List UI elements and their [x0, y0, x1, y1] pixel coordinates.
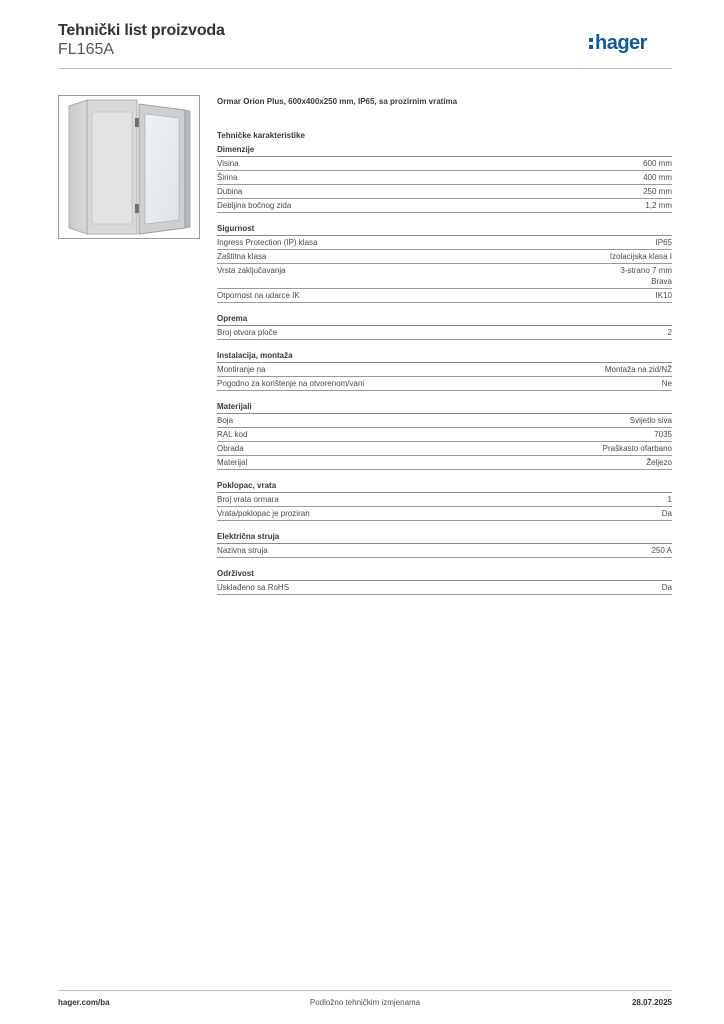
spec-row — [217, 414, 672, 428]
spec-label: Broj otvora ploče — [217, 328, 278, 337]
spec-value: 600 mm — [643, 159, 672, 168]
footer-date: 28.07.2025 — [631, 998, 672, 1007]
footer-note: Podložno tehničkim izmjenama — [309, 998, 421, 1007]
spec-group-title: Instalacija, montaža — [217, 350, 672, 363]
spec-value: 3-strano 7 mm Brava — [620, 266, 672, 286]
spec-value: 400 mm — [643, 173, 672, 182]
specs-heading: Tehničke karakteristike — [217, 131, 305, 140]
header-divider — [58, 68, 672, 69]
spec-label: Ingress Protection (IP) klasa — [217, 238, 318, 247]
spec-group — [217, 531, 672, 558]
spec-row — [217, 185, 672, 199]
spec-group — [217, 313, 672, 340]
spec-group — [217, 144, 672, 213]
spec-label: Zaštitna klasa — [217, 252, 267, 261]
spec-row — [217, 544, 672, 558]
spec-row — [217, 326, 672, 340]
spec-group — [217, 568, 672, 595]
spec-label: Vrata/poklopac je proziran — [217, 509, 310, 518]
spec-value: Da — [661, 583, 672, 592]
spec-value: 1 — [667, 495, 672, 504]
spec-label: Otpornost na udarce IK — [217, 291, 300, 300]
spec-group — [217, 350, 672, 391]
spec-group-title: Održivost — [217, 568, 672, 581]
spec-value: Svijetlo siva — [629, 416, 672, 425]
svg-text:hager: hager — [595, 32, 647, 54]
spec-label: Vrsta zaključavanja — [217, 266, 286, 275]
spec-row — [217, 581, 672, 595]
spec-row — [217, 157, 672, 171]
spec-groups — [217, 144, 672, 595]
spec-row — [217, 250, 672, 264]
spec-value: Praškasto ofarbano — [602, 444, 672, 453]
spec-value: Montaža na zid/NŽ — [604, 365, 672, 374]
spec-group-title: Materijali — [217, 401, 672, 414]
product-description: Ormar Orion Plus, 600x400x250 mm, IP65, sa prozirnim vratima — [217, 97, 458, 106]
spec-group-title: Oprema — [217, 313, 672, 326]
document-title: Tehnički list proizvoda — [58, 22, 225, 39]
spec-group-title: Sigurnost — [217, 223, 672, 236]
spec-value: IK10 — [655, 291, 672, 300]
spec-row — [217, 289, 672, 303]
spec-group-title: Poklopac, vrata — [217, 480, 672, 493]
spec-value: Ne — [661, 379, 672, 388]
spec-value: Izolacijska klasa I — [609, 252, 672, 261]
spec-label: Materijal — [217, 458, 248, 467]
spec-label: Debljina bočnog zida — [217, 201, 292, 210]
spec-row — [217, 442, 672, 456]
spec-label: Usklađeno sa RoHS — [217, 583, 290, 592]
spec-group — [217, 401, 672, 470]
cabinet-illustration — [59, 96, 199, 238]
hager-logo — [588, 26, 672, 56]
spec-value: 250 mm — [643, 187, 672, 196]
spec-group-title: Električna struja — [217, 531, 672, 544]
spec-group-title: Dimenzije — [217, 144, 672, 157]
spec-group — [217, 480, 672, 521]
spec-label: Visina — [217, 159, 239, 168]
footer-website: hager.com/ba — [58, 998, 110, 1007]
product-code: FL165A — [58, 41, 115, 58]
spec-row — [217, 363, 672, 377]
spec-label: Nazivna struja — [217, 546, 268, 555]
spec-label: Obrada — [217, 444, 244, 453]
spec-row — [217, 428, 672, 442]
spec-row — [217, 199, 672, 213]
spec-label: RAL kod — [217, 430, 248, 439]
specification-content — [217, 96, 672, 595]
spec-value: IP65 — [655, 238, 672, 247]
product-image — [58, 95, 200, 239]
spec-row — [217, 171, 672, 185]
spec-row — [217, 377, 672, 391]
spec-group — [217, 223, 672, 303]
spec-label: Broj vrata ormara — [217, 495, 279, 504]
spec-row — [217, 264, 672, 289]
spec-value: Da — [661, 509, 672, 518]
spec-value: 1,2 mm — [645, 201, 672, 210]
spec-label: Širina — [217, 173, 238, 182]
spec-label: Montiranje na — [217, 365, 266, 374]
spec-row — [217, 507, 672, 521]
spec-label: Boja — [217, 416, 234, 425]
spec-label: Pogodno za korištenje na otvorenom/vani — [217, 379, 365, 388]
footer-divider — [58, 990, 672, 991]
spec-label: Dubina — [217, 187, 243, 196]
spec-row — [217, 456, 672, 470]
page-header — [58, 20, 672, 68]
spec-value: 250 A — [651, 546, 672, 555]
spec-value: 7035 — [654, 430, 672, 439]
spec-row — [217, 493, 672, 507]
spec-value: 2 — [667, 328, 672, 337]
spec-value: Željezo — [646, 458, 672, 467]
spec-row — [217, 236, 672, 250]
